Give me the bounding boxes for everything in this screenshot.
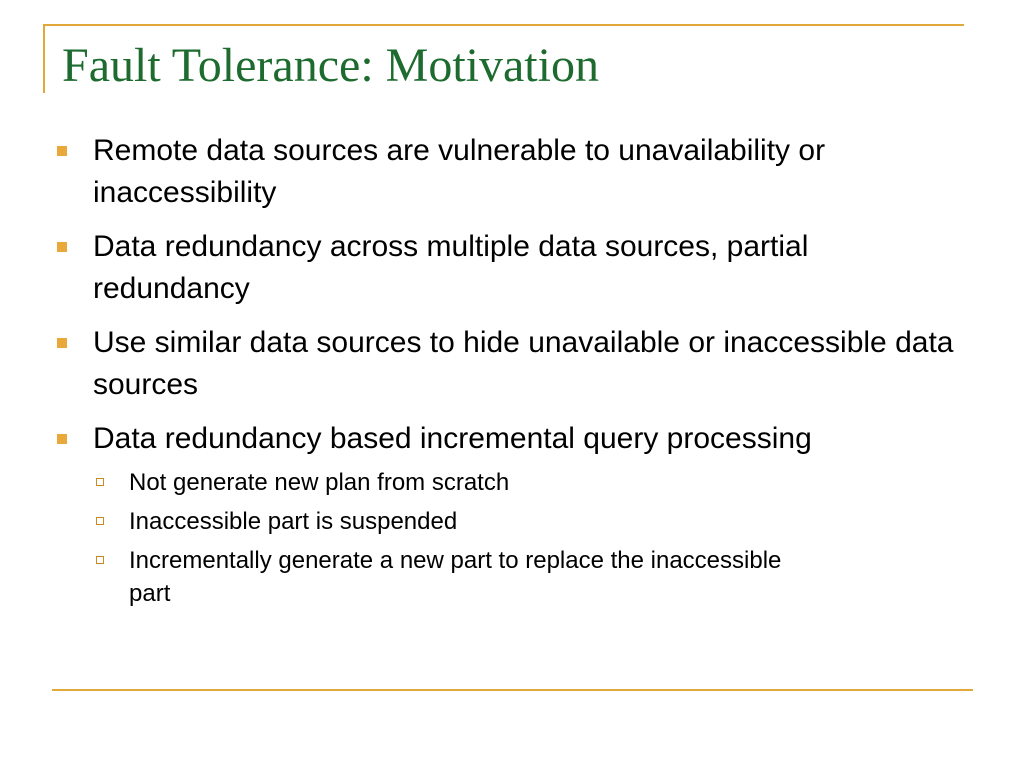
slide-title: Fault Tolerance: Motivation (62, 39, 599, 92)
frame-left-rule (43, 24, 45, 93)
square-bullet-icon (57, 146, 67, 156)
square-bullet-icon (57, 242, 67, 252)
frame-bottom-rule (52, 689, 973, 691)
bullet-item-3 (55, 322, 973, 406)
sub-bullet-text: Inaccessible part is suspended (129, 508, 458, 535)
frame-top-rule (43, 24, 964, 26)
bullet-text: Remote data sources are vulnerable to unavailability or inaccessibility (93, 134, 826, 209)
hollow-square-bullet-icon (96, 556, 104, 564)
bullet-text: Data redundancy across multiple data sources, partial redundancy (93, 230, 809, 305)
sub-bullet-item-2 (93, 505, 819, 538)
sub-bullet-item-3 (93, 544, 819, 610)
bullet-text: Data redundancy based incremental query processing (93, 422, 812, 455)
bullet-item-2 (55, 226, 973, 310)
hollow-square-bullet-icon (96, 478, 104, 486)
bullet-list (55, 130, 975, 622)
bullet-item-1 (55, 130, 973, 214)
square-bullet-icon (57, 434, 67, 444)
sub-bullet-text: Not generate new plan from scratch (129, 469, 510, 496)
bullet-item-4 (55, 418, 973, 610)
sub-bullet-list (93, 466, 973, 610)
sub-bullet-text: Incrementally generate a new part to replace the inaccessible part (129, 547, 782, 607)
hollow-square-bullet-icon (96, 517, 104, 525)
bullet-text: Use similar data sources to hide unavailable or inaccessible data sources (93, 326, 954, 401)
square-bullet-icon (57, 338, 67, 348)
sub-bullet-item-1 (93, 466, 819, 499)
